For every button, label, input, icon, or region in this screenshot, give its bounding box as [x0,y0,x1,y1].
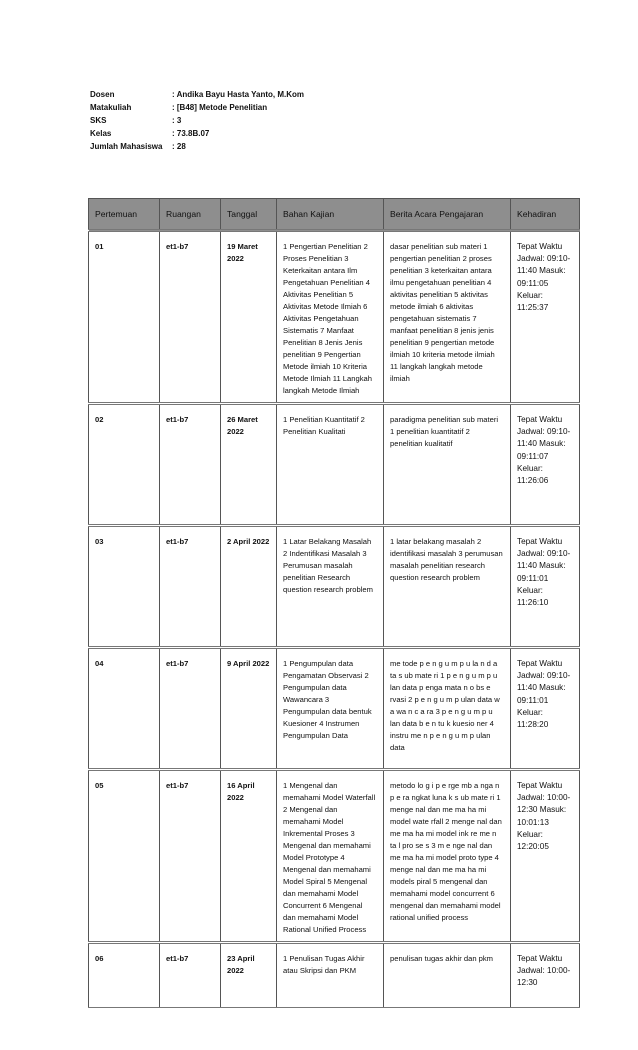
cell-ruangan: et1-b7 [160,943,221,1008]
matakuliah-label: Matakuliah [90,103,132,112]
table-row [89,231,580,404]
cell-pertemuan: 05 [89,770,160,943]
info-row-matakuliah [90,101,304,114]
cell-bahan-kajian: 1 Latar Belakang Masalah 2 Indentifikasi Masalah 3 Perumusan masalah penelitian Research question research problem [277,526,384,648]
cell-ruangan: et1-b7 [160,526,221,648]
dosen-label: Dosen [90,90,115,99]
cell-pertemuan: 03 [89,526,160,648]
table-header-row [89,199,580,231]
cell-bahan-kajian: 1 Penulisan Tugas Akhir atau Skripsi dan PKM [277,943,384,1008]
cell-tanggal: 16 April 2022 [221,770,277,943]
matakuliah-value: : [B48] Metode Penelitian [172,103,268,112]
kelas-value: : 73.8B.07 [172,129,210,138]
schedule-table [88,198,580,1008]
cell-kehadiran: Tepat Waktu Jadwal: 09:10-11:40 Masuk: 09:11:01 Keluar: 11:28:20 [511,648,580,770]
cell-berita-acara: me tode p e n g u m p u la n d a ta s ub mate ri 1 p e n g u m p u lan data p enga mata n o bs e rvasi 2 p e n g u m p ulan data w a wa n c a ra 3 p e n g u m p u lan data b e n tu k kuesio ner 4 instru me n p e n g u m p ulan data [384,648,511,770]
table-row [89,770,580,943]
jumlah-mahasiswa-value: : 28 [172,142,186,151]
header-tanggal: Tanggal [221,199,277,231]
cell-berita-acara: penulisan tugas akhir dan pkm [384,943,511,1008]
jumlah-mahasiswa-label: Jumlah Mahasiswa [90,142,163,151]
header-berita-acara: Berita Acara Pengajaran [384,199,511,231]
info-row-dosen [90,88,304,101]
cell-tanggal: 19 Maret 2022 [221,231,277,404]
table-row [89,943,580,1008]
cell-berita-acara: paradigma penelitian sub materi 1 penelitian kuantitatif 2 penelitian kualitatif [384,404,511,526]
cell-berita-acara: metodo lo g i p e rge mb a nga n p e ra ngkat luna k s ub mate ri 1 menge nal dan me ma ha mi model wate rfall 2 menge nal dan me ma ha mi model ink re me n ta l pro se s 3 m e nge nal dan me ma ha mi model proto type 4 menge nal dan me ma ha mi models piral 5 mengenal dan memahami model concurrent 6 mengenal dan memahami model rational unified process [384,770,511,943]
cell-pertemuan: 06 [89,943,160,1008]
table-row [89,526,580,648]
header-pertemuan: Pertemuan [89,199,160,231]
header-ruangan: Ruangan [160,199,221,231]
cell-tanggal: 2 April 2022 [221,526,277,648]
cell-bahan-kajian: 1 Mengenal dan memahami Model Waterfall 2 Mengenal dan memahami Model Inkremental Proses 3 Mengenal dan memahami Model Prototype 4 Mengenal dan memahami Model Spiral 5 Mengenal dan memahami Model Concurrent 6 Mengenal dan memahami Model Rational Unified Process [277,770,384,943]
cell-kehadiran: Tepat Waktu Jadwal: 09:10-11:40 Masuk: 09:11:01 Keluar: 11:26:10 [511,526,580,648]
cell-kehadiran: Tepat Waktu Jadwal: 09:10-11:40 Masuk: 09:11:05 Keluar: 11:25:37 [511,231,580,404]
header-kehadiran: Kehadiran [511,199,580,231]
cell-bahan-kajian: 1 Pengumpulan data Pengamatan Observasi 2 Pengumpulan data Wawancara 3 Pengumpulan data bentuk Kuesioner 4 Instrumen Pengumpulan Data [277,648,384,770]
table-row [89,648,580,770]
cell-pertemuan: 02 [89,404,160,526]
cell-kehadiran: Tepat Waktu Jadwal: 10:00-12:30 [511,943,580,1008]
header-bahan-kajian: Bahan Kajian [277,199,384,231]
cell-tanggal: 9 April 2022 [221,648,277,770]
cell-bahan-kajian: 1 Penelitian Kuantitatif 2 Penelitian Kualitati [277,404,384,526]
course-info [90,88,304,153]
cell-bahan-kajian: 1 Pengertian Penelitian 2 Proses Penelitian 3 Keterkaitan antara Ilm Pengetahuan Penelitian 4 Aktivitas Penelitian 5 Aktivitas Metode Ilmiah 6 Aktivitas Pengetahuan Sistematis 7 Manfaat Penelitian 8 Jenis Jenis penelitian 9 Pengertian Metode ilmiah 10 Kriteria Metode Ilmiah 11 Langkah langkah Metode Ilmiah [277,231,384,404]
cell-berita-acara: 1 latar belakang masalah 2 identifikasi masalah 3 perumusan masalah penelitian research question research problem [384,526,511,648]
sks-value: : 3 [172,116,182,125]
sks-label: SKS [90,116,107,125]
info-row-jumlah-mahasiswa [90,140,304,153]
info-row-kelas [90,127,304,140]
cell-ruangan: et1-b7 [160,231,221,404]
kelas-label: Kelas [90,129,112,138]
cell-pertemuan: 01 [89,231,160,404]
info-row-sks [90,114,304,127]
cell-tanggal: 23 April 2022 [221,943,277,1008]
table-row [89,404,580,526]
cell-kehadiran: Tepat Waktu Jadwal: 10:00-12:30 Masuk: 10:01:13 Keluar: 12:20:05 [511,770,580,943]
cell-ruangan: et1-b7 [160,770,221,943]
dosen-value: : Andika Bayu Hasta Yanto, M.Kom [172,90,305,99]
cell-pertemuan: 04 [89,648,160,770]
cell-ruangan: et1-b7 [160,404,221,526]
cell-berita-acara: dasar penelitian sub materi 1 pengertian penelitian 2 proses penelitian 3 keterkaitan antara ilmu pengetahuan penelitian 4 aktivitas penelitian 5 aktivitas metode ilmiah 6 aktivitas pengetahuan sistematis 7 manfaat penelitian 8 jenis jenis penelitian 9 pengertian metode ilmiah 10 kriteria metode ilmiah 11 langkah langkah metode ilmiah [384,231,511,404]
cell-ruangan: et1-b7 [160,648,221,770]
cell-tanggal: 26 Maret 2022 [221,404,277,526]
cell-kehadiran: Tepat Waktu Jadwal: 09:10-11:40 Masuk: 09:11:07 Keluar: 11:26:06 [511,404,580,526]
